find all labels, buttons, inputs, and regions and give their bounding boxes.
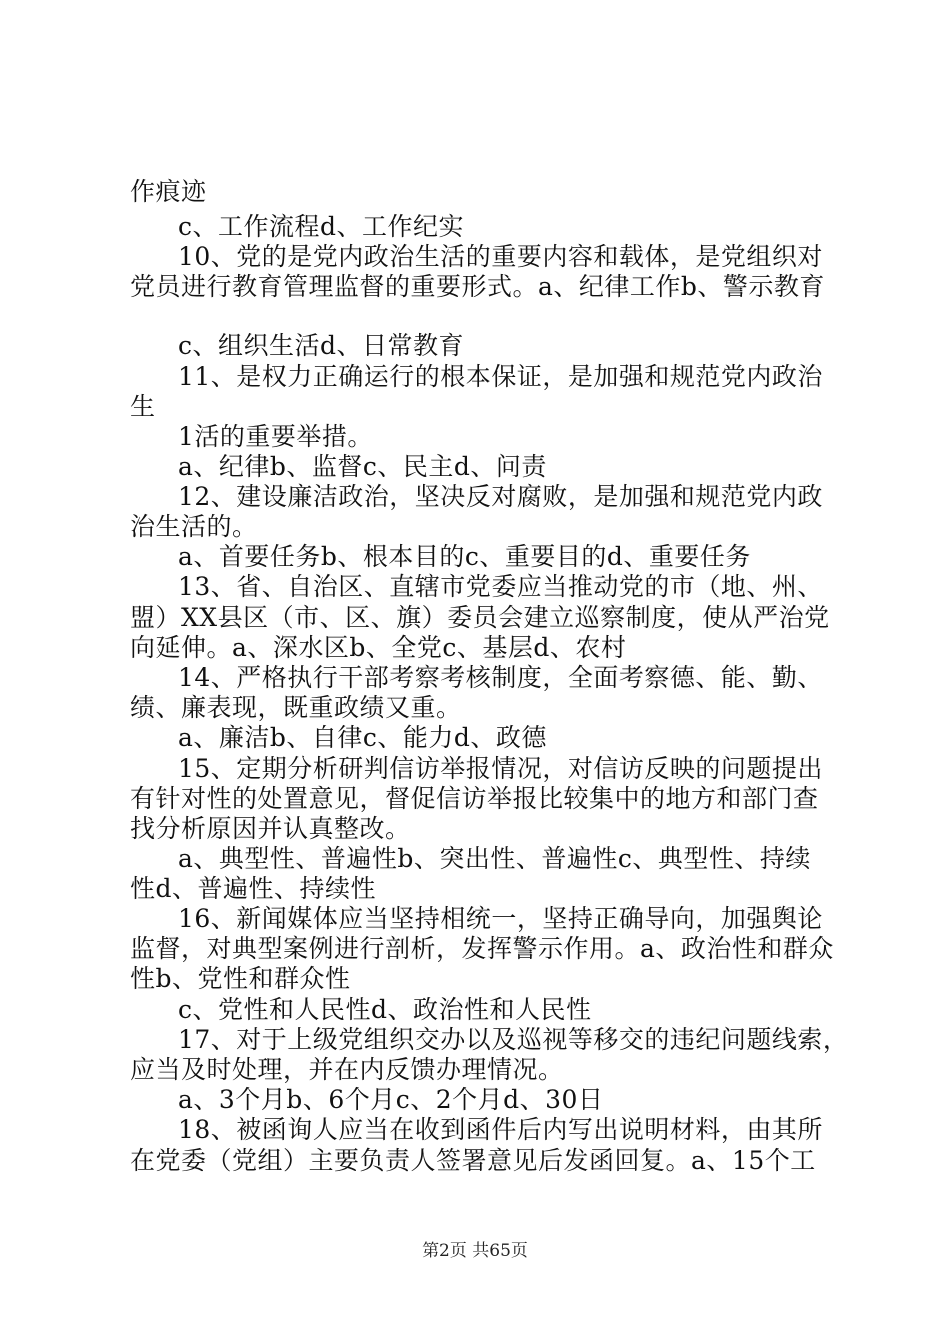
text-line: 有针对性的处置意见，督促信访举报比较集中的地方和部门查 bbox=[130, 784, 819, 813]
text-line: 15、定期分析研判信访举报情况，对信访反映的问题提出 bbox=[178, 754, 823, 783]
text-line: 生 bbox=[130, 392, 156, 421]
text-line: 党员进行教育管理监督的重要形式。a、纪律工作b、警示教育 bbox=[130, 272, 825, 301]
text-line: 找分析原因并认真整改。 bbox=[130, 814, 411, 843]
text-line: a、首要任务b、根本目的c、重要目的d、重要任务 bbox=[178, 542, 751, 571]
text-line: a、3个月b、6个月c、2个月d、30日 bbox=[178, 1085, 604, 1114]
text-line: a、纪律b、监督c、民主d、问责 bbox=[178, 452, 547, 481]
text-line: 性d、普遍性、持续性 bbox=[130, 874, 377, 903]
text-line: 作痕迹 bbox=[130, 177, 207, 206]
page-footer: 第2页 共65页 bbox=[422, 1241, 528, 1261]
text-line: 在党委（党组）主要负责人签署意见后发函回复。a、15个工 bbox=[130, 1146, 816, 1175]
text-line: 12、建设廉洁政治，坚决反对腐败，是加强和规范党内政 bbox=[178, 482, 823, 511]
text-line: c、党性和人民性d、政治性和人民性 bbox=[178, 995, 592, 1024]
text-line: 绩、廉表现，既重政绩又重。 bbox=[130, 693, 462, 722]
text-line: 16、新闻媒体应当坚持相统一，坚持正确导向，加强舆论 bbox=[178, 904, 823, 933]
text-line: 盟）XX县区（市、区、旗）委员会建立巡察制度，使从严治党 bbox=[130, 603, 830, 632]
text-line: c、工作流程d、工作纪实 bbox=[178, 212, 465, 241]
text-line: a、廉洁b、自律c、能力d、政德 bbox=[178, 723, 547, 752]
text-line: 1活的重要举措。 bbox=[178, 422, 373, 451]
text-line: 监督，对典型案例进行剖析，发挥警示作用。a、政治性和群众 bbox=[130, 934, 834, 963]
text-line: c、组织生活d、日常教育 bbox=[178, 331, 465, 360]
text-line: 治生活的。 bbox=[130, 512, 258, 541]
text-line: a、典型性、普遍性b、突出性、普遍性c、典型性、持续 bbox=[178, 844, 811, 873]
text-line: 10、党的是党内政治生活的重要内容和载体，是党组织对 bbox=[178, 242, 823, 271]
text-line: 17、对于上级党组织交办以及巡视等移交的违纪问题线索， bbox=[178, 1025, 849, 1054]
text-line: 性b、党性和群众性 bbox=[130, 964, 351, 993]
text-line: 11、是权力正确运行的根本保证，是加强和规范党内政治 bbox=[178, 362, 823, 391]
text-line: 18、被函询人应当在收到函件后内写出说明材料，由其所 bbox=[178, 1115, 823, 1144]
text-line: 14、严格执行干部考察考核制度，全面考察德、能、勤、 bbox=[178, 663, 823, 692]
text-line: 13、省、自治区、直辖市党委应当推动党的市（地、州、 bbox=[178, 572, 823, 601]
text-line: 应当及时处理，并在内反馈办理情况。 bbox=[130, 1055, 564, 1084]
text-line: 向延伸。a、深水区b、全党c、基层d、农村 bbox=[130, 633, 627, 662]
